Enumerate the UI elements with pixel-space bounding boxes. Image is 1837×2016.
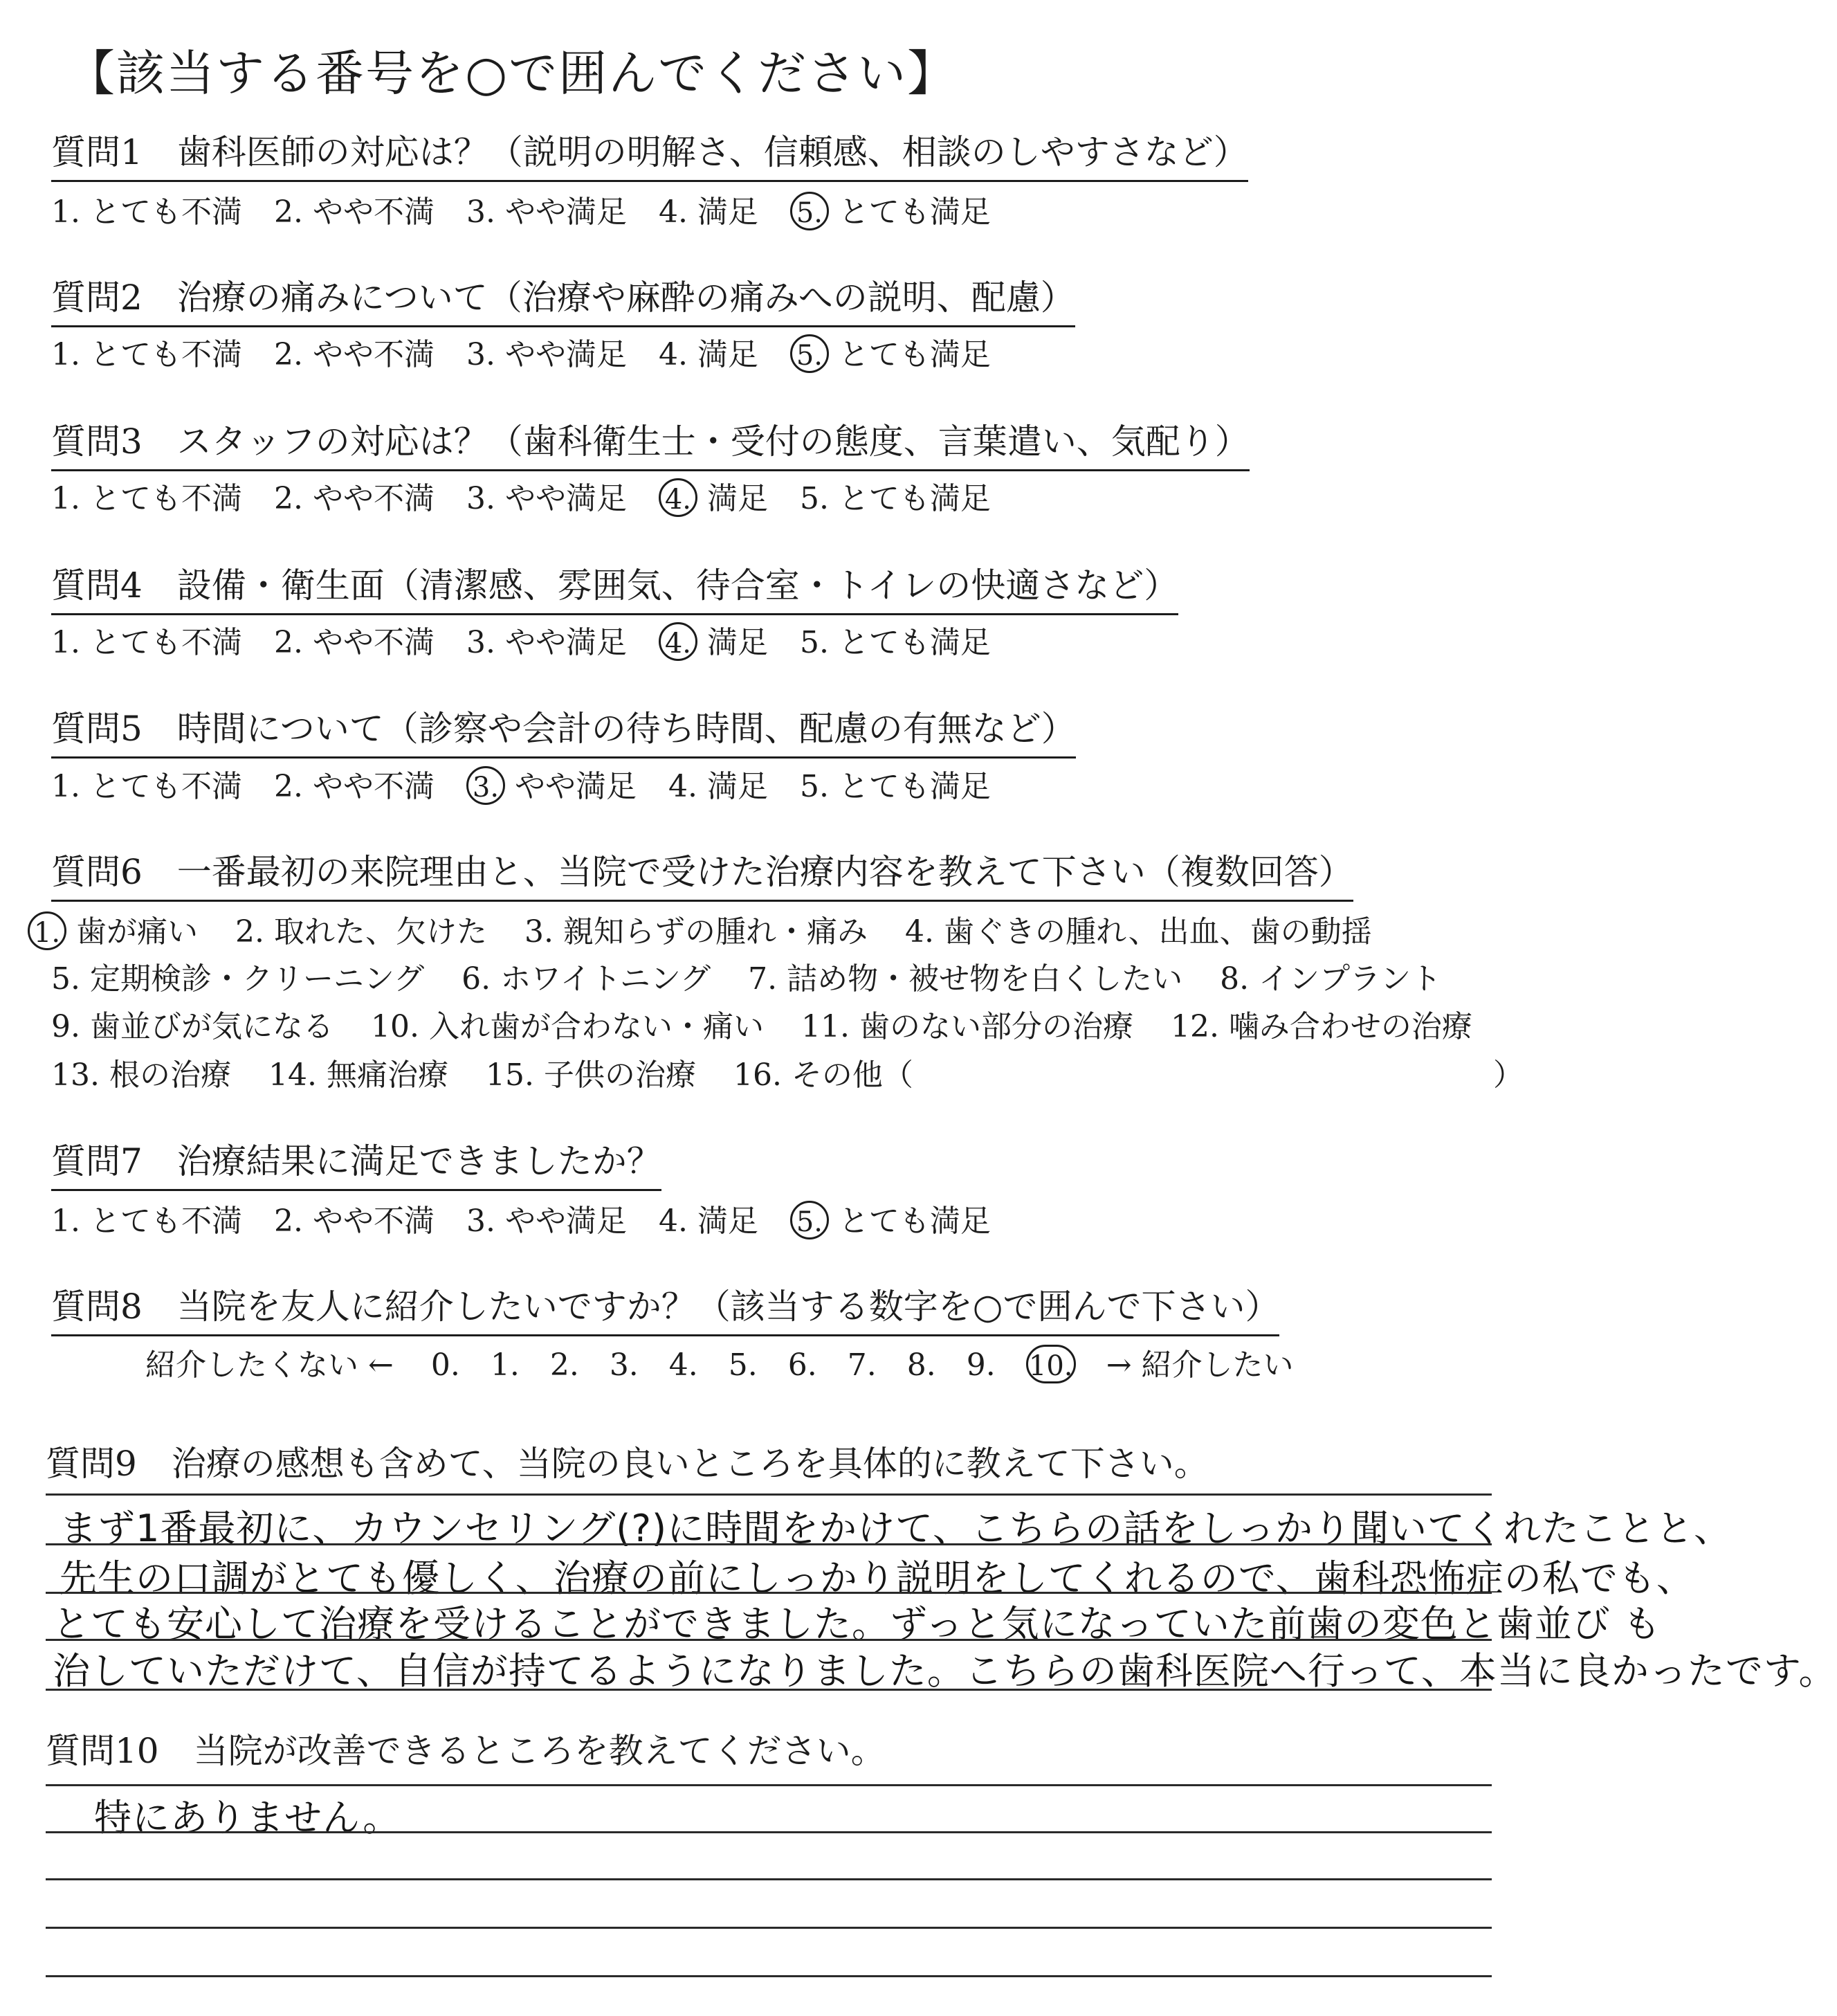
option-label: 満足 [706, 481, 768, 516]
question-5-options[interactable] [51, 761, 1023, 806]
option-label: とても満足 [838, 769, 991, 804]
option-label: やや不満 [312, 194, 435, 230]
option-number: 1. [51, 1204, 80, 1239]
selected-circle: 4. [659, 478, 697, 517]
option-5[interactable] [800, 473, 991, 518]
scale-number[interactable]: 3. [609, 1347, 639, 1383]
answer-line [46, 1878, 1492, 1880]
option-3[interactable] [466, 617, 627, 662]
question-6-heading: 質問6 一番最初の来院理由と、当院で受けた治療内容を教えて下さい（複数回答） [51, 853, 1353, 902]
option-number: 3. [466, 481, 495, 516]
option-number: 3. [466, 1204, 495, 1239]
option-4[interactable] [659, 187, 758, 231]
question-5-heading: 質問5 時間について（診察や会計の待ち時間、配慮の有無など） [51, 709, 1076, 759]
option-label: やや満足 [514, 769, 637, 804]
option-number: 2. [273, 194, 303, 230]
option-number: 1. [51, 194, 80, 230]
treatment-number[interactable]: 10. [370, 1009, 419, 1044]
treatment-number[interactable]: 5. [51, 961, 80, 997]
answer-line [46, 1543, 1492, 1545]
option-number: 3. [466, 194, 495, 230]
option-number: 2. [273, 337, 303, 372]
option-number: 2. [273, 481, 303, 516]
question-5 [51, 709, 1076, 759]
page-title: 【該当する番号を○で囲んでください】 [66, 45, 958, 102]
answer-line [46, 1689, 1492, 1691]
option-number: 1. [51, 481, 80, 516]
option-4[interactable] [659, 1196, 758, 1240]
treatment-number[interactable]: 9. [51, 1009, 80, 1044]
treatment-item: 歯のない部分の治療 [859, 1009, 1133, 1044]
option-label: やや満足 [504, 1204, 627, 1239]
question-1-heading: 質問1 歯科医師の対応は？（説明の明解さ、信頼感、相談のしやすさなど） [51, 133, 1248, 182]
answer-line [46, 1831, 1492, 1833]
selected-circle: 5. [790, 334, 829, 373]
option-label: やや満足 [504, 194, 627, 230]
question-8 [51, 1287, 1279, 1336]
answer-line [46, 1784, 1492, 1786]
selected-circle: 3. [466, 766, 505, 805]
option-1[interactable] [51, 473, 242, 518]
scale-number[interactable]: 2. [549, 1347, 579, 1383]
treatment-item: 根の治療 [109, 1057, 231, 1093]
option-label: やや不満 [312, 769, 435, 804]
treatment-item: 歯ぐきの腫れ、出血、歯の動揺 [943, 914, 1372, 950]
treatment-item: 噛み合わせの治療 [1228, 1009, 1472, 1044]
answer-line [46, 1493, 1492, 1496]
option-2[interactable] [274, 617, 435, 662]
option-5[interactable] [790, 329, 991, 374]
option-number: 4. [658, 1204, 688, 1239]
option-5[interactable] [790, 187, 991, 231]
option-label: とても満足 [838, 625, 991, 660]
question-6 [51, 853, 1353, 902]
question-8-scale[interactable] [145, 1340, 1294, 1384]
option-label: とても満足 [838, 1204, 991, 1239]
option-3[interactable] [466, 187, 627, 231]
option-5[interactable] [800, 617, 991, 662]
option-4[interactable] [668, 761, 768, 806]
handwritten-answer-line: 特にありません。 [94, 1796, 401, 1840]
option-label: とても満足 [838, 481, 991, 516]
treatment-number[interactable]: 8. [1220, 961, 1250, 997]
question-4 [51, 566, 1178, 615]
question-1 [51, 133, 1248, 182]
handwritten-answer-line: まず1番最初に、カウンセリング(?)に時間をかけて、こちらの話をしっかり聞いてくれたことと、 [60, 1507, 1732, 1550]
option-3[interactable] [466, 1196, 627, 1240]
option-number: 2. [273, 1204, 303, 1239]
handwritten-answer-line: 治していただけて、自信が持てるようになりました。こちらの歯科医院へ行って、本当に良かったです。 [53, 1649, 1837, 1693]
option-label: やや不満 [312, 625, 435, 660]
scale-number[interactable]: 6. [787, 1347, 817, 1383]
question-6-row-2[interactable] [51, 954, 1469, 998]
treatment-number[interactable]: 7. [748, 961, 778, 997]
treatment-item: 入れ歯が合わない・痛い [428, 1009, 764, 1044]
question-6-row-3[interactable] [51, 1001, 1500, 1046]
scale-right-label: → 紹介したい [1106, 1347, 1294, 1383]
question-6-row-1[interactable] [28, 907, 1400, 951]
treatment-number[interactable]: 12. [1170, 1009, 1219, 1044]
option-number: 3. [466, 625, 495, 660]
option-label: 満足 [706, 769, 768, 804]
treatment-number[interactable]: 2. [235, 914, 264, 950]
option-3[interactable] [466, 473, 627, 518]
scale-number[interactable]: 8. [906, 1347, 936, 1383]
option-1[interactable] [51, 1196, 242, 1240]
option-2[interactable] [274, 187, 435, 231]
treatment-item: 定期検診・クリーニング [89, 961, 425, 997]
option-number: 2. [273, 625, 303, 660]
treatment-number[interactable]: 4. [904, 914, 934, 950]
option-number: 1. [51, 769, 80, 804]
question-10-heading: 質問10 当院が改善できるところを教えてください。 [46, 1731, 886, 1771]
treatment-item: 無痛治療 [326, 1057, 448, 1093]
option-1[interactable] [51, 761, 242, 806]
option-label: とても満足 [838, 337, 991, 372]
scale-number[interactable]: 0. [430, 1347, 460, 1383]
option-2[interactable] [274, 473, 435, 518]
option-3[interactable] [466, 761, 637, 806]
option-2[interactable] [274, 1196, 435, 1240]
option-number: 5. [799, 481, 829, 516]
treatment-number[interactable]: 13. [51, 1057, 100, 1093]
option-label: 満足 [697, 194, 758, 230]
option-label: 満足 [697, 337, 758, 372]
question-7-options[interactable] [51, 1196, 1023, 1240]
option-label: とても不満 [89, 481, 242, 516]
question-7 [51, 1142, 661, 1191]
treatment-item: 歯並びが気になる [89, 1009, 333, 1044]
treatment-number[interactable]: 15. [485, 1057, 534, 1093]
treatment-item-other[interactable]: その他（ [791, 1057, 913, 1093]
option-1[interactable] [51, 187, 242, 231]
option-label: やや満足 [504, 337, 627, 372]
option-number: 1. [51, 625, 80, 660]
treatment-number[interactable]: 11. [801, 1009, 850, 1044]
question-9-heading: 質問9 治療の感想も含めて、当院の良いところを具体的に教えて下さい。 [46, 1444, 1209, 1484]
scale-left-label: 紹介したくない ← [145, 1347, 394, 1383]
option-number: 4. [658, 337, 688, 372]
treatment-number[interactable]: 16. [733, 1057, 782, 1093]
selected-circle: 4. [659, 622, 697, 661]
handwritten-answer-line: 先生の口調がとても優しく、治療の前にしっかり説明をしてくれるので、歯科恐怖症の私でも、 [60, 1556, 1694, 1600]
option-4[interactable] [659, 473, 768, 518]
option-label: とても不満 [89, 625, 242, 660]
question-4-options[interactable] [51, 617, 1023, 662]
option-label: やや不満 [312, 1204, 435, 1239]
scale-number[interactable]: 1. [490, 1347, 520, 1383]
answer-line [46, 1927, 1492, 1929]
option-number: 4. [658, 194, 688, 230]
option-number: 1. [51, 337, 80, 372]
option-2[interactable] [274, 329, 435, 374]
option-label: やや不満 [312, 337, 435, 372]
option-4[interactable] [659, 617, 768, 662]
treatment-item: 歯が痛い [76, 914, 198, 950]
treatment-item: 取れた、欠けた [273, 914, 487, 950]
selected-circle[interactable]: 10. [1026, 1345, 1076, 1383]
option-number: 2. [273, 769, 303, 804]
answer-line [46, 1639, 1492, 1641]
treatment-item: ホワイトニング [500, 961, 711, 997]
treatment-item: 詰め物・被せ物を白くしたい [787, 961, 1183, 997]
question-8-heading: 質問8 当院を友人に紹介したいですか？（該当する数字を○で囲んで下さい） [51, 1287, 1279, 1336]
scale-number[interactable]: 5. [728, 1347, 758, 1383]
selected-circle: 5. [790, 1201, 829, 1239]
option-5[interactable] [800, 761, 991, 806]
handwritten-answer-line: とても安心して治療を受けることができました。ずっと気になっていた前歯の変色と歯並び も [53, 1602, 1661, 1646]
answer-line [46, 1592, 1492, 1594]
option-label: やや満足 [504, 481, 627, 516]
option-number: 5. [799, 769, 829, 804]
scale-number[interactable]: 4. [668, 1347, 698, 1383]
option-label: とても不満 [89, 769, 242, 804]
other-close-paren: ） [1493, 1057, 1524, 1093]
selected-circle[interactable]: 1. [28, 911, 66, 950]
scale-number[interactable]: 9. [966, 1347, 996, 1383]
treatment-number[interactable]: 6. [461, 961, 491, 997]
treatment-item: 親知らずの腫れ・痛み [563, 914, 868, 950]
option-number: 4. [668, 769, 697, 804]
option-5[interactable] [790, 1196, 991, 1240]
treatment-number[interactable]: 14. [268, 1057, 317, 1093]
option-3[interactable] [466, 329, 627, 374]
option-number: 3. [466, 337, 495, 372]
treatment-item: 子供の治療 [543, 1057, 696, 1093]
option-1[interactable] [51, 617, 242, 662]
option-label: とても満足 [838, 194, 991, 230]
question-2 [51, 278, 1075, 327]
scale-number[interactable]: 7. [847, 1347, 877, 1383]
option-2[interactable] [274, 761, 435, 806]
question-6-row-4[interactable] [51, 1050, 941, 1094]
selected-circle: 5. [790, 192, 829, 230]
question-3-heading: 質問3 スタッフの対応は？（歯科衛生士・受付の態度、言葉遣い、気配り） [51, 422, 1250, 471]
option-label: やや不満 [312, 481, 435, 516]
question-2-heading: 質問2 治療の痛みについて（治療や麻酔の痛みへの説明、配慮） [51, 278, 1075, 327]
question-3 [51, 422, 1250, 471]
option-number: 5. [799, 625, 829, 660]
option-1[interactable] [51, 329, 242, 374]
question-1-options[interactable] [51, 187, 1023, 231]
question-7-heading: 質問7 治療結果に満足できましたか？ [51, 1142, 661, 1191]
option-label: やや満足 [504, 625, 627, 660]
option-label: 満足 [706, 625, 768, 660]
option-label: とても不満 [89, 194, 242, 230]
question-4-heading: 質問4 設備・衛生面（清潔感、雰囲気、待合室・トイレの快適さなど） [51, 566, 1178, 615]
question-3-options[interactable] [51, 473, 1023, 518]
option-label: とても不満 [89, 1204, 242, 1239]
option-4[interactable] [659, 329, 758, 374]
treatment-number[interactable]: 3. [524, 914, 554, 950]
answer-line [46, 1975, 1492, 1977]
treatment-item: インプラント [1259, 961, 1442, 997]
option-label: とても不満 [89, 337, 242, 372]
option-label: 満足 [697, 1204, 758, 1239]
question-2-options[interactable] [51, 329, 1023, 374]
